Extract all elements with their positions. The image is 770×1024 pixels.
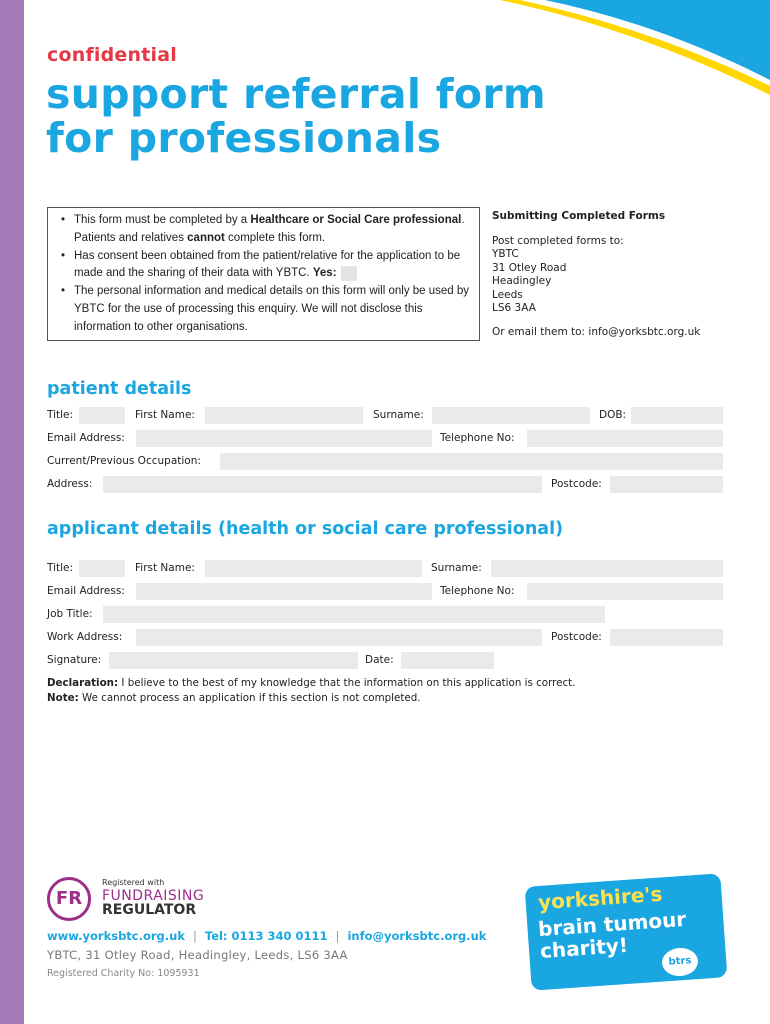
fr-registered-text: Registered with bbox=[102, 878, 165, 887]
footer-address: YBTC, 31 Otley Road, Headingley, Leeds, LS6 3AA bbox=[47, 948, 348, 962]
patient-details-heading: patient details bbox=[47, 379, 192, 399]
patient-address-label: Address: bbox=[47, 478, 93, 490]
patient-surname-field[interactable] bbox=[432, 407, 590, 424]
patient-first-name-field[interactable] bbox=[205, 407, 363, 424]
instructions-box bbox=[47, 207, 480, 341]
instruction-professional: • This form must be completed by a Healthcare or Social Care professional. Patients and relatives cannot complete this form. bbox=[58, 212, 471, 248]
applicant-postcode-label: Postcode: bbox=[551, 631, 602, 643]
applicant-date-field[interactable] bbox=[401, 652, 494, 669]
logo-text-line-3: charity! bbox=[539, 932, 629, 964]
applicant-job-title-field[interactable] bbox=[103, 606, 605, 623]
logo-text-line-1: yorkshire's bbox=[537, 881, 664, 915]
applicant-details-heading: applicant details (health or social care professional) bbox=[47, 519, 564, 539]
applicant-title-label: Title: bbox=[47, 562, 74, 574]
logo-text-line-2: brain tumour bbox=[537, 906, 687, 942]
patient-title-field[interactable] bbox=[79, 407, 125, 424]
consent-yes-checkbox[interactable] bbox=[341, 266, 357, 281]
submission-intro: Post completed forms to: bbox=[492, 234, 624, 247]
applicant-surname-label: Surname: bbox=[431, 562, 482, 574]
left-accent-bar bbox=[0, 0, 24, 1024]
footer-separator: | bbox=[193, 929, 197, 943]
submission-email: Or email them to: info@yorksbtc.org.uk bbox=[492, 325, 701, 338]
patient-first-name-label: First Name: bbox=[135, 409, 195, 421]
footer-separator: | bbox=[335, 929, 340, 943]
applicant-signature-field[interactable] bbox=[109, 652, 358, 669]
applicant-title-field[interactable] bbox=[79, 560, 125, 577]
patient-address-field[interactable] bbox=[103, 476, 542, 493]
submission-address-line: Headingley bbox=[492, 275, 552, 287]
applicant-date-label: Date: bbox=[365, 654, 394, 666]
patient-dob-label: DOB: bbox=[599, 409, 627, 421]
title-line-2: for professionals bbox=[46, 114, 442, 162]
applicant-first-name-field[interactable] bbox=[205, 560, 422, 577]
charity-number: Registered Charity No: 1095931 bbox=[47, 968, 200, 979]
patient-telephone-field[interactable] bbox=[527, 430, 723, 447]
applicant-telephone-label: Telephone No: bbox=[440, 585, 515, 597]
fr-fundraising-text: FUNDRAISING bbox=[102, 888, 205, 904]
patient-surname-label: Surname: bbox=[373, 409, 424, 421]
page-title bbox=[46, 72, 546, 160]
submission-heading: Submitting Completed Forms bbox=[492, 210, 666, 222]
applicant-work-address-label: Work Address: bbox=[47, 631, 123, 643]
patient-email-label: Email Address: bbox=[47, 432, 125, 444]
applicant-job-title-label: Job Title: bbox=[47, 608, 93, 620]
title-line-1: support referral form bbox=[46, 70, 546, 118]
applicant-signature-label: Signature: bbox=[47, 654, 102, 666]
btrs-badge-icon: btrs bbox=[661, 947, 699, 977]
footer-contacts bbox=[47, 929, 486, 943]
confidential-label: confidential bbox=[47, 44, 177, 66]
submission-address-line: YBTC bbox=[492, 248, 519, 260]
patient-postcode-field[interactable] bbox=[610, 476, 723, 493]
instruction-consent: • Has consent been obtained from the patient/relative for the application to be made and the sharing of their data with YBTC. Yes: bbox=[58, 248, 471, 284]
telephone-link[interactable]: Tel: 0113 340 0111 bbox=[204, 929, 328, 943]
patient-email-field[interactable] bbox=[136, 430, 432, 447]
patient-telephone-label: Telephone No: bbox=[440, 432, 515, 444]
patient-postcode-label: Postcode: bbox=[551, 478, 602, 490]
applicant-surname-field[interactable] bbox=[491, 560, 723, 577]
patient-title-label: Title: bbox=[47, 409, 74, 421]
applicant-telephone-field[interactable] bbox=[527, 583, 723, 600]
applicant-email-label: Email Address: bbox=[47, 585, 125, 597]
submission-address-line: Leeds bbox=[492, 288, 523, 301]
email-link[interactable]: info@yorksbtc.org.uk bbox=[347, 929, 487, 943]
applicant-postcode-field[interactable] bbox=[610, 629, 723, 646]
declaration-text bbox=[47, 676, 575, 706]
fundraising-regulator-logo bbox=[47, 877, 207, 919]
patient-occupation-field[interactable] bbox=[220, 453, 723, 470]
fr-regulator-text: REGULATOR bbox=[102, 902, 197, 918]
fr-badge-icon: FR bbox=[47, 877, 91, 921]
patient-dob-field[interactable] bbox=[631, 407, 723, 424]
declaration-statement: Declaration: I believe to the best of my knowledge that the information on this application is correct. bbox=[47, 677, 576, 689]
applicant-email-field[interactable] bbox=[136, 583, 432, 600]
applicant-work-address-field[interactable] bbox=[136, 629, 542, 646]
instruction-data-use: • The personal information and medical details on this form will only be used by YBTC for the use of processing this enquiry. We will not disclose this information to other organisations. bbox=[58, 283, 471, 336]
submission-address-line: LS6 3AA bbox=[492, 302, 536, 314]
declaration-note: Note: We cannot process an application if this section is not completed. bbox=[47, 692, 421, 704]
applicant-first-name-label: First Name: bbox=[135, 562, 195, 574]
yorkshires-brain-tumour-charity-logo bbox=[528, 880, 724, 984]
submission-info bbox=[492, 210, 742, 339]
submission-address-line: 31 Otley Road bbox=[492, 261, 567, 274]
website-link[interactable]: www.yorksbtc.org.uk bbox=[47, 929, 185, 943]
patient-occupation-label: Current/Previous Occupation: bbox=[47, 455, 201, 467]
